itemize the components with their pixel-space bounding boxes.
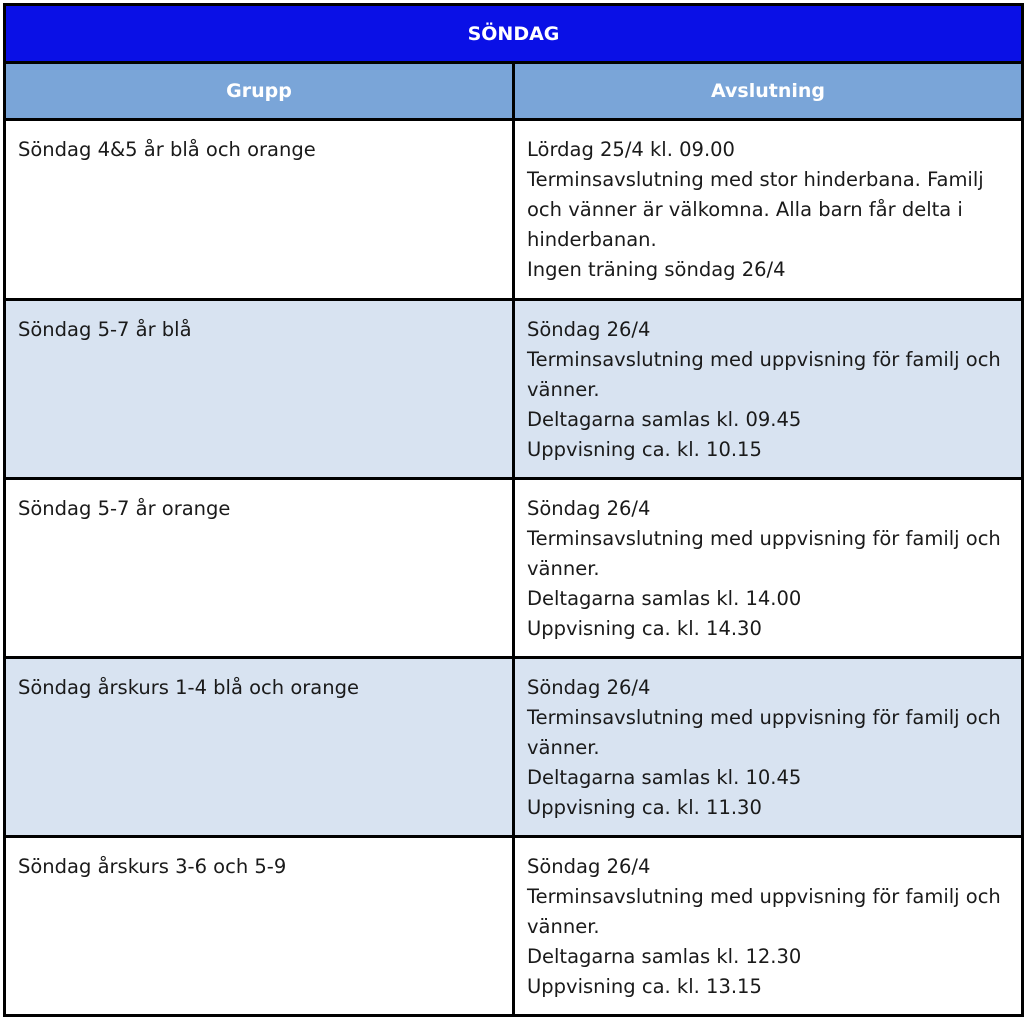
table-row [5,658,1023,837]
group-cell [5,837,514,1016]
closing-date: Söndag 26/4 [527,855,651,878]
table-title: SÖNDAG [5,5,1023,63]
column-header-group: Grupp [5,63,514,120]
closing-description: Terminsavslutning med uppvisning för familj och vänner. [527,706,1001,759]
group-name: Söndag 5-7 år blå [18,318,192,341]
closing-description: Terminsavslutning med uppvisning för familj och vänner. [527,885,1001,938]
table-row [5,120,1023,300]
table-row [5,300,1023,479]
closing-description: Terminsavslutning med uppvisning för familj och vänner. [527,348,1001,401]
closing-cell [514,120,1023,300]
closing-show-time: Uppvisning ca. kl. 14.30 [527,617,762,640]
group-name: Söndag 5-7 år orange [18,497,231,520]
group-cell [5,479,514,658]
group-cell [5,658,514,837]
closing-cell [514,658,1023,837]
closing-date: Söndag 26/4 [527,318,651,341]
group-name: Söndag årskurs 3-6 och 5-9 [18,855,287,878]
closing-gather-time: Deltagarna samlas kl. 09.45 [527,408,802,431]
closing-show-time: Uppvisning ca. kl. 10.15 [527,438,762,461]
column-header-closing: Avslutning [514,63,1023,120]
table-row [5,837,1023,1016]
closing-date: Söndag 26/4 [527,676,651,699]
closing-show-time: Uppvisning ca. kl. 13.15 [527,975,762,998]
closing-gather-time: Deltagarna samlas kl. 10.45 [527,766,802,789]
closing-cell [514,837,1023,1016]
closing-show-time: Uppvisning ca. kl. 11.30 [527,796,762,819]
table-row [5,479,1023,658]
group-cell [5,120,514,300]
title-row [5,5,1023,63]
closing-description: Terminsavslutning med stor hinderbana. Familj och vänner är välkomna. Alla barn får delta i hinderbanan. [527,168,984,251]
closing-date: Lördag 25/4 kl. 09.00 [527,138,735,161]
group-name: Söndag årskurs 1-4 blå och orange [18,676,359,699]
closing-note: Ingen träning söndag 26/4 [527,258,786,281]
group-cell [5,300,514,479]
closing-gather-time: Deltagarna samlas kl. 12.30 [527,945,802,968]
closing-cell [514,479,1023,658]
closing-gather-time: Deltagarna samlas kl. 14.00 [527,587,802,610]
group-name: Söndag 4&5 år blå och orange [18,138,316,161]
header-row [5,63,1023,120]
schedule-table [3,3,1024,1017]
closing-date: Söndag 26/4 [527,497,651,520]
closing-cell [514,300,1023,479]
closing-description: Terminsavslutning med uppvisning för familj och vänner. [527,527,1001,580]
